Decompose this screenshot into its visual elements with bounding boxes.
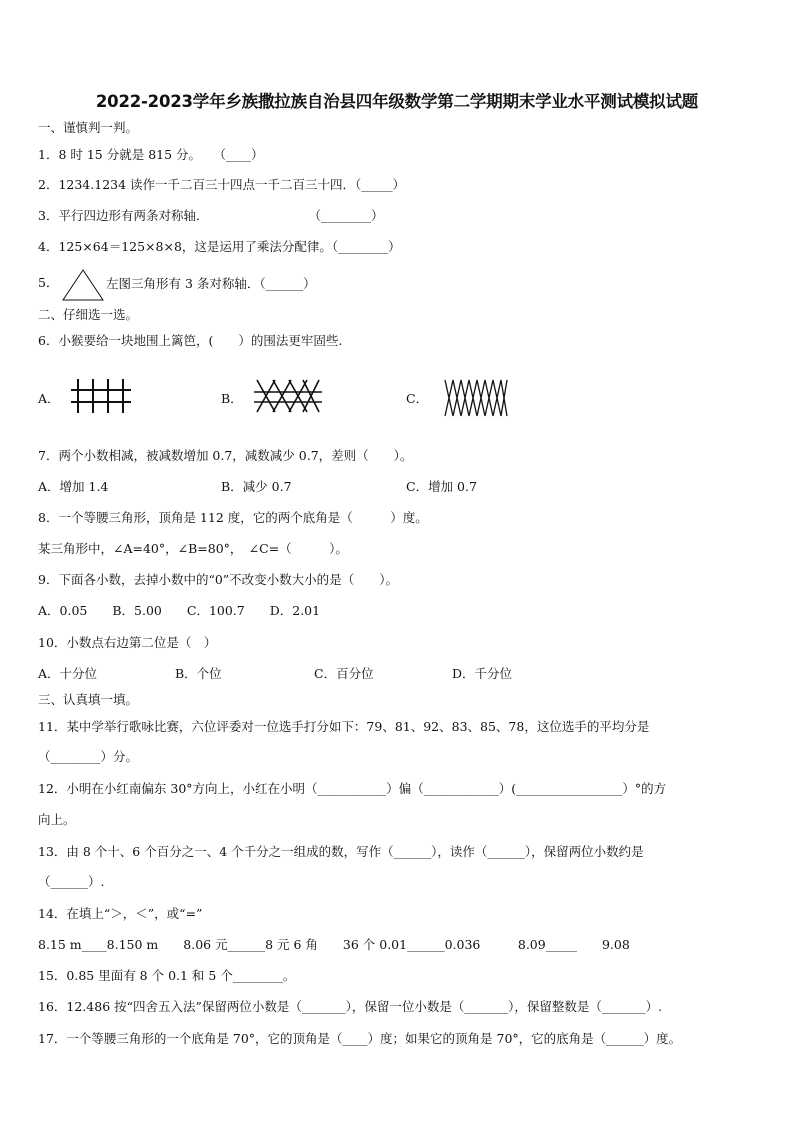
option-6c-label: C． — [406, 391, 429, 406]
question-13-line1: 13．由 8 个十、6 个百分之一、4 个千分之一组成的数，写作（______），读作（______），保留两位小数约是 — [38, 844, 644, 859]
question-5-number: 5． — [38, 275, 59, 290]
question-9-options: A．0.05 B．5.00 C．100.7 D．2.01 — [38, 603, 321, 618]
question-3: 3．平行四边形有两条对称轴． （________） — [38, 208, 384, 223]
option-6b-label: B． — [221, 391, 243, 406]
fence-zigzag-icon — [443, 378, 509, 418]
question-5-text: 左图三角形有 3 条对称轴．（______） — [106, 276, 316, 291]
option-10b: B．个位 — [175, 666, 222, 681]
section-heading-1: 一、谨慎判一判。 — [38, 120, 139, 135]
option-7c: C．增加 0.7 — [406, 479, 477, 494]
option-10a: A．十分位 — [38, 666, 98, 681]
option-7b: B．减少 0.7 — [221, 479, 292, 494]
question-1: 1．8 时 15 分就是 815 分。 （____） — [38, 147, 264, 162]
fence-cross-icon — [253, 378, 323, 414]
question-10-stem: 10．小数点右边第二位是（ ） — [38, 635, 217, 650]
question-7-stem: 7．两个小数相减，被减数增加 0.7，减数减少 0.7，差则（ ）。 — [38, 448, 413, 463]
question-11-line1: 11．某中学举行歌咏比赛，六位评委对一位选手打分如下：79、81、92、83、85、78，这位选手的平均分是 — [38, 719, 650, 734]
question-13-line2: （______）. — [38, 874, 105, 889]
question-8-stem: 8．一个等腰三角形，顶角是 112 度，它的两个底角是（ ）度。 — [38, 510, 428, 525]
question-11-line2: （________）分。 — [38, 749, 139, 764]
triangle-figure-icon — [61, 268, 105, 302]
section-heading-2: 二、仔细选一选。 — [38, 307, 139, 322]
question-15: 15．0.85 里面有 8 个 0.1 和 5 个________。 — [38, 968, 296, 983]
fence-grid-icon — [70, 378, 132, 414]
question-12-line1: 12．小明在小红南偏东 30°方向上，小红在小明（___________）偏（____________）(_________________）°的方 — [38, 781, 667, 796]
question-16: 16．12.486 按“四舍五入法”保留两位小数是（_______），保留一位小数是（_______），保留整数是（_______）. — [38, 999, 663, 1014]
question-14-row: 8.15 m____8.150 m 8.06 元______8 元 6 角 36 个 0.01______0.036 8.09_____ 9.08 — [38, 937, 630, 952]
question-9-stem: 9．下面各小数，去掉小数中的“0”不改变小数大小的是（ ）。 — [38, 572, 398, 587]
option-6a-label: A． — [38, 391, 60, 406]
question-8-sub: 某三角形中，∠A=40°，∠B=80°， ∠C=（ ）。 — [38, 541, 348, 556]
question-14-stem: 14．在填上“＞，＜”，或“=” — [38, 906, 203, 921]
question-6-stem: 6．小猴要给一块地围上篱笆，( ）的围法更牢固些. — [38, 333, 343, 348]
page-title: 2022-2023学年乡族撒拉族自治县四年级数学第二学期期末学业水平测试模拟试题 — [95, 92, 699, 111]
option-10c: C．百分位 — [314, 666, 374, 681]
section-heading-3: 三、认真填一填。 — [38, 692, 139, 707]
question-2: 2．1234.1234 读作一千二百三十四点一千二百三十四．（_____） — [38, 177, 406, 192]
question-4: 4．125×64＝125×8×8，这是运用了乘法分配律。（________） — [38, 239, 401, 254]
option-10d: D．千分位 — [452, 666, 513, 681]
question-12-line2: 向上。 — [38, 812, 76, 827]
question-17: 17．一个等腰三角形的一个底角是 70°，它的顶角是（____）度；如果它的顶角是 70°，它的底角是（______）度。 — [38, 1031, 682, 1046]
option-7a: A．增加 1.4 — [38, 479, 109, 494]
